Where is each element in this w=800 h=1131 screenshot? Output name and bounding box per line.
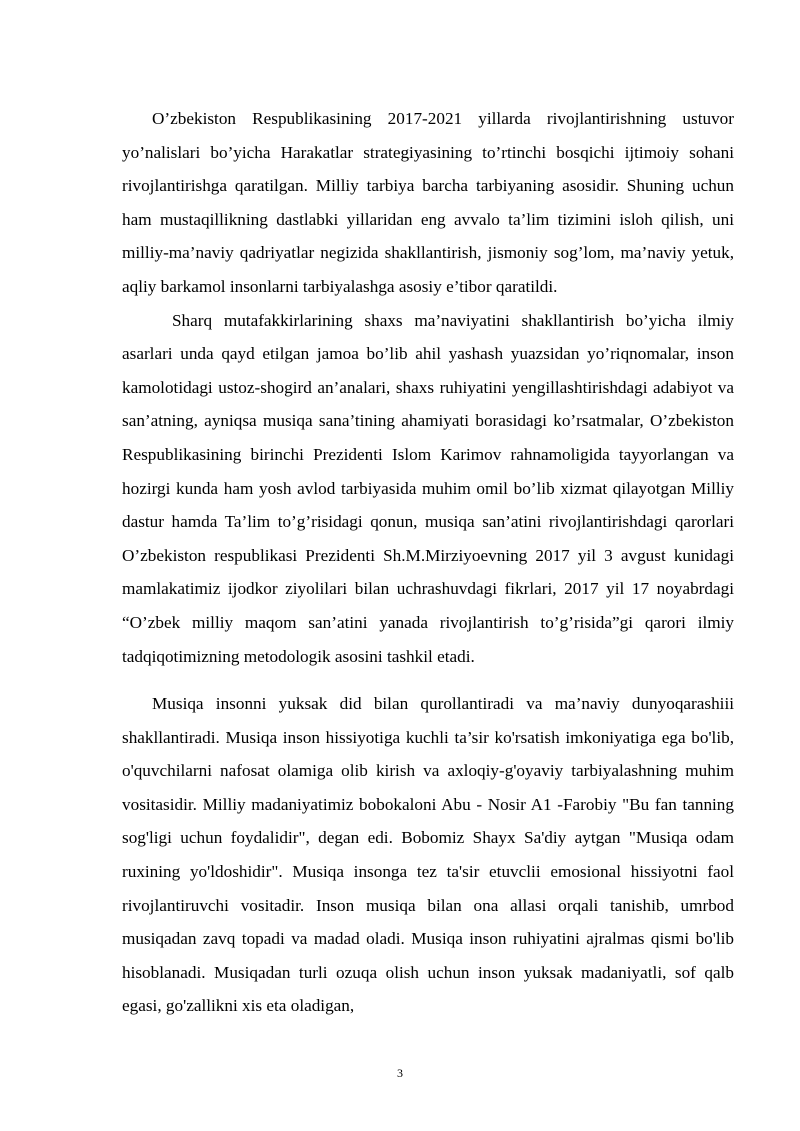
page-number: 3	[397, 1066, 403, 1080]
paragraph-1: O’zbekiston Respublikasining 2017-2021 yillarda rivojlantirishning ustuvor yo’nalislari bo’yicha Harakatlar strategiyasining to’rtinchi bosqichi ijtimoiy sohani rivojlantirishga qaratilgan. Milliy tarbiya barcha tarbiyaning asosidir. Shuning uchun ham mustaqillikning dastlabki yillaridan eng avvalo ta’lim tizimini isloh qilish, uni milliy-ma’naviy qadriyatlar negizida shakllantirish, jismoniy sog’lom, ma’naviy yetuk, aqliy barkamol insonlarni tarbiyalashga asosiy e’tibor qaratildi.	[122, 109, 734, 296]
paragraph-3: Musiqa insonni yuksak did bilan qurollantiradi va ma’naviy dunyoqarashiii shakllantiradi. Musiqa inson hissiyotiga kuchli ta’sir ko'rsatish imkoniyatiga ega bo'lib, o'quvchilarni nafosat olamiga olib kirish va axloqiy-g'oyaviy tarbiyalashning muhim vositasidir. Milliy madaniyatimiz bobokaloni Abu - Nosir A1 -Farobiy "Bu fan tanning sog'ligi uchun foydalidir", degan edi. Bobomiz Shayx Sa'diy aytgan "Musiqa odam ruxining yo'ldoshidir". Musiqa insonga tez ta'sir etuvclii emosional hissiyotni faol rivojlantiruvchi vositadir. Inson musiqa bilan ona allasi orqali tanishib, umrbod musiqadan zavq topadi va madad oladi. Musiqa inson ruhiyatini ajralmas qismi bo'lib hisoblanadi. Musiqadan turli ozuqa olish uchun inson yuksak madaniyatli, sof qalb egasi, go'zallikni xis eta oladigan,	[122, 694, 734, 1016]
page-body	[122, 102, 734, 1023]
paragraph-2: Sharq mutafakkirlarining shaxs ma’naviyatini shakllantirish bo’yicha ilmiy asarlari unda qayd etilgan jamoa bo’lib ahil yashash yuazsidan yo’riqnomalar, inson kamolotidagi ustoz-shogird an’analari, shaxs ruhiyatini yengillashtirishdagi adabiyot va san’atning, ayniqsa musiqa sana’tining ahamiyati borasidagi ko’rsatmalar, O’zbekiston Respublikasining birinchi Prezidenti Islom Karimov rahnamoligida tayyorlangan va hozirgi kunda ham yosh avlod tarbiyasida muhim omil bo’lib xizmat qilayotgan Milliy dastur hamda Ta’lim to’g’risidagi qonun, musiqa san’atini rivojlantirishdagi qarorlari O’zbekiston respublikasi Prezidenti Sh.M.Mirziyoevning 2017 yil 3 avgust kunidagi mamlakatimiz ijodkor ziyolilari bilan uchrashuvdagi fikrlari, 2017 yil 17 noyabrdagi “O’zbek milliy maqom san’atini yanada rivojlantirish to’g’risida”gi qarori ilmiy tadqiqotimizning metodologik asosini tashkil etadi.	[122, 310, 734, 666]
